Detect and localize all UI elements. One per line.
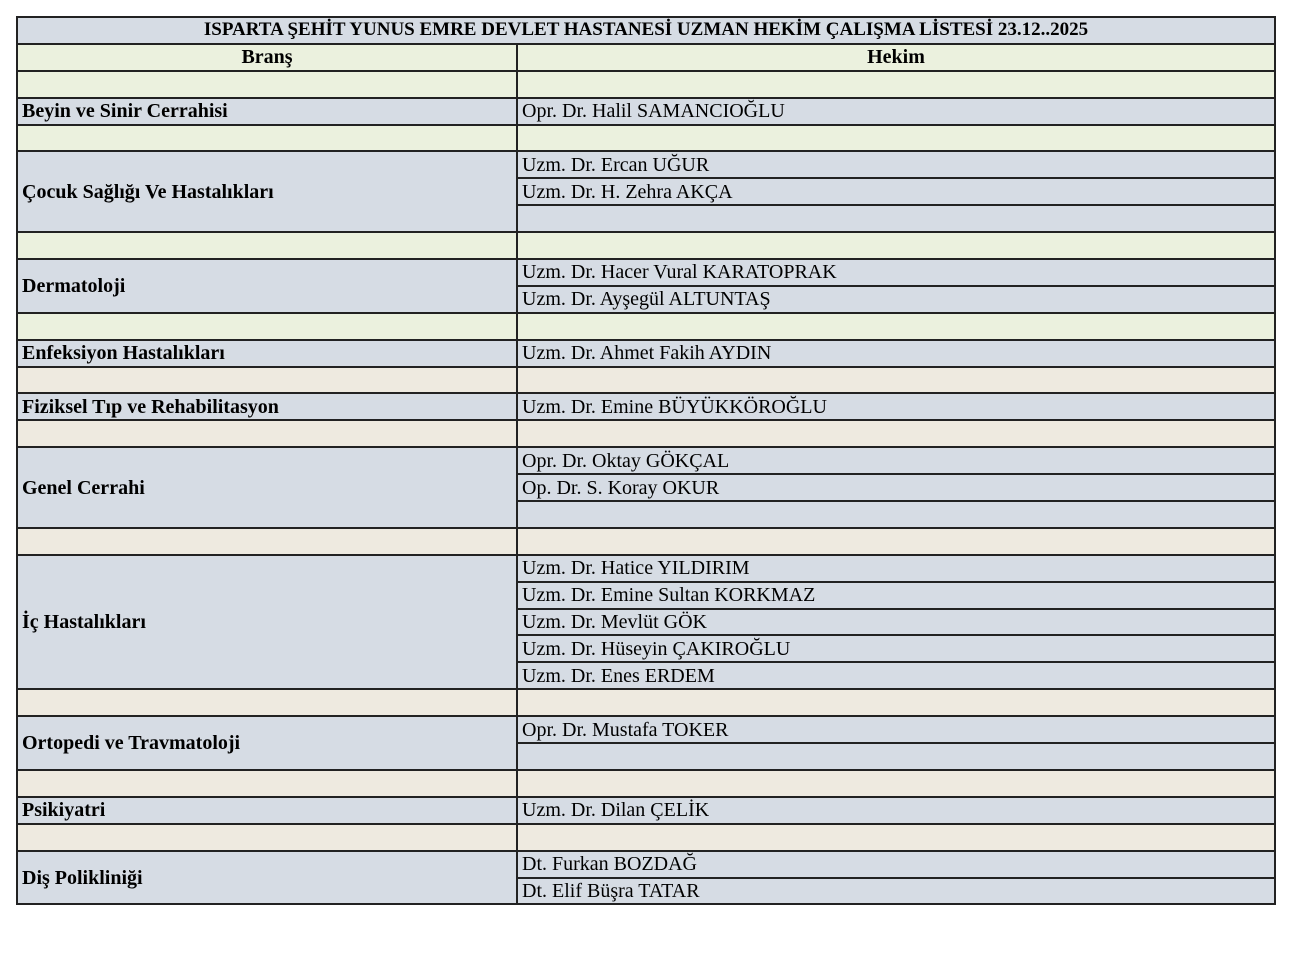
branch-cell: Ortopedi ve Travmatoloji: [17, 716, 517, 770]
spacer-row: [17, 367, 1275, 394]
table-row: [17, 259, 1275, 286]
spacer-cell: [17, 528, 517, 555]
branch-cell: Enfeksiyon Hastalıkları: [17, 340, 517, 367]
spacer-cell: [517, 420, 1275, 447]
doctor-cell: Opr. Dr. Oktay GÖKÇAL: [517, 447, 1275, 474]
spacer-cell: [17, 313, 517, 340]
spacer-cell: [17, 770, 517, 797]
doctor-cell: Dt. Furkan BOZDAĞ: [517, 851, 1275, 878]
schedule-table: [16, 16, 1276, 905]
spacer-row: [17, 313, 1275, 340]
spacer-row: [17, 71, 1275, 98]
doctor-cell: Opr. Dr. Halil SAMANCIOĞLU: [517, 98, 1275, 125]
doctor-cell: [517, 743, 1275, 770]
spacer-row: [17, 528, 1275, 555]
table-row: [17, 851, 1275, 878]
spacer-cell: [17, 367, 517, 394]
doctor-cell: [517, 501, 1275, 528]
doctor-cell: Uzm. Dr. Ahmet Fakih AYDIN: [517, 340, 1275, 367]
spacer-row: [17, 689, 1275, 716]
title-row: [17, 17, 1275, 44]
branch-header: Branş: [17, 44, 517, 71]
spacer-cell: [517, 232, 1275, 259]
spacer-cell: [517, 71, 1275, 98]
spacer-cell: [517, 528, 1275, 555]
branch-cell: Fiziksel Tıp ve Rehabilitasyon: [17, 393, 517, 420]
spacer-row: [17, 824, 1275, 851]
doctor-cell: Uzm. Dr. Ayşegül ALTUNTAŞ: [517, 286, 1275, 313]
spacer-row: [17, 770, 1275, 797]
doctor-cell: Uzm. Dr. Hatice YILDIRIM: [517, 555, 1275, 582]
table-row: [17, 151, 1275, 178]
spacer-row: [17, 125, 1275, 152]
spacer-cell: [517, 689, 1275, 716]
spacer-cell: [17, 232, 517, 259]
doctor-cell: Uzm. Dr. Enes ERDEM: [517, 662, 1275, 689]
spacer-cell: [17, 689, 517, 716]
doctor-cell: Uzm. Dr. Ercan UĞUR: [517, 151, 1275, 178]
doctor-cell: Opr. Dr. Mustafa TOKER: [517, 716, 1275, 743]
doctor-cell: Uzm. Dr. Hacer Vural KARATOPRAK: [517, 259, 1275, 286]
table-title: ISPARTA ŞEHİT YUNUS EMRE DEVLET HASTANESİ UZMAN HEKİM ÇALIŞMA LİSTESİ 23.12..2025: [17, 17, 1275, 44]
doctor-cell: Uzm. Dr. Emine Sultan KORKMAZ: [517, 582, 1275, 609]
doctor-cell: Uzm. Dr. Dilan ÇELİK: [517, 797, 1275, 824]
table-row: [17, 555, 1275, 582]
table-row: [17, 447, 1275, 474]
branch-cell: Genel Cerrahi: [17, 447, 517, 528]
table-row: [17, 393, 1275, 420]
table-row: [17, 716, 1275, 743]
doctor-cell: [517, 205, 1275, 232]
spacer-cell: [17, 71, 517, 98]
spacer-row: [17, 420, 1275, 447]
doctor-cell: Dt. Elif Büşra TATAR: [517, 878, 1275, 905]
table-row: [17, 797, 1275, 824]
doctor-cell: Uzm. Dr. H. Zehra AKÇA: [517, 178, 1275, 205]
branch-cell: Dermatoloji: [17, 259, 517, 313]
branch-cell: Çocuk Sağlığı Ve Hastalıkları: [17, 151, 517, 232]
doctor-cell: Uzm. Dr. Emine BÜYÜKKÖROĞLU: [517, 393, 1275, 420]
spacer-row: [17, 232, 1275, 259]
branch-cell: Beyin ve Sinir Cerrahisi: [17, 98, 517, 125]
table-row: [17, 98, 1275, 125]
spacer-cell: [17, 125, 517, 152]
header-row: [17, 44, 1275, 71]
branch-cell: Psikiyatri: [17, 797, 517, 824]
spacer-cell: [517, 770, 1275, 797]
branch-cell: Diş Polikliniği: [17, 851, 517, 905]
doctor-cell: Op. Dr. S. Koray OKUR: [517, 474, 1275, 501]
doctor-cell: Uzm. Dr. Mevlüt GÖK: [517, 609, 1275, 636]
spacer-cell: [517, 824, 1275, 851]
spacer-cell: [517, 313, 1275, 340]
table-row: [17, 340, 1275, 367]
doctor-cell: Uzm. Dr. Hüseyin ÇAKIROĞLU: [517, 635, 1275, 662]
branch-cell: İç Hastalıkları: [17, 555, 517, 689]
spacer-cell: [17, 420, 517, 447]
doctor-header: Hekim: [517, 44, 1275, 71]
spacer-cell: [17, 824, 517, 851]
schedule-body: [17, 17, 1275, 904]
spacer-cell: [517, 125, 1275, 152]
spacer-cell: [517, 367, 1275, 394]
